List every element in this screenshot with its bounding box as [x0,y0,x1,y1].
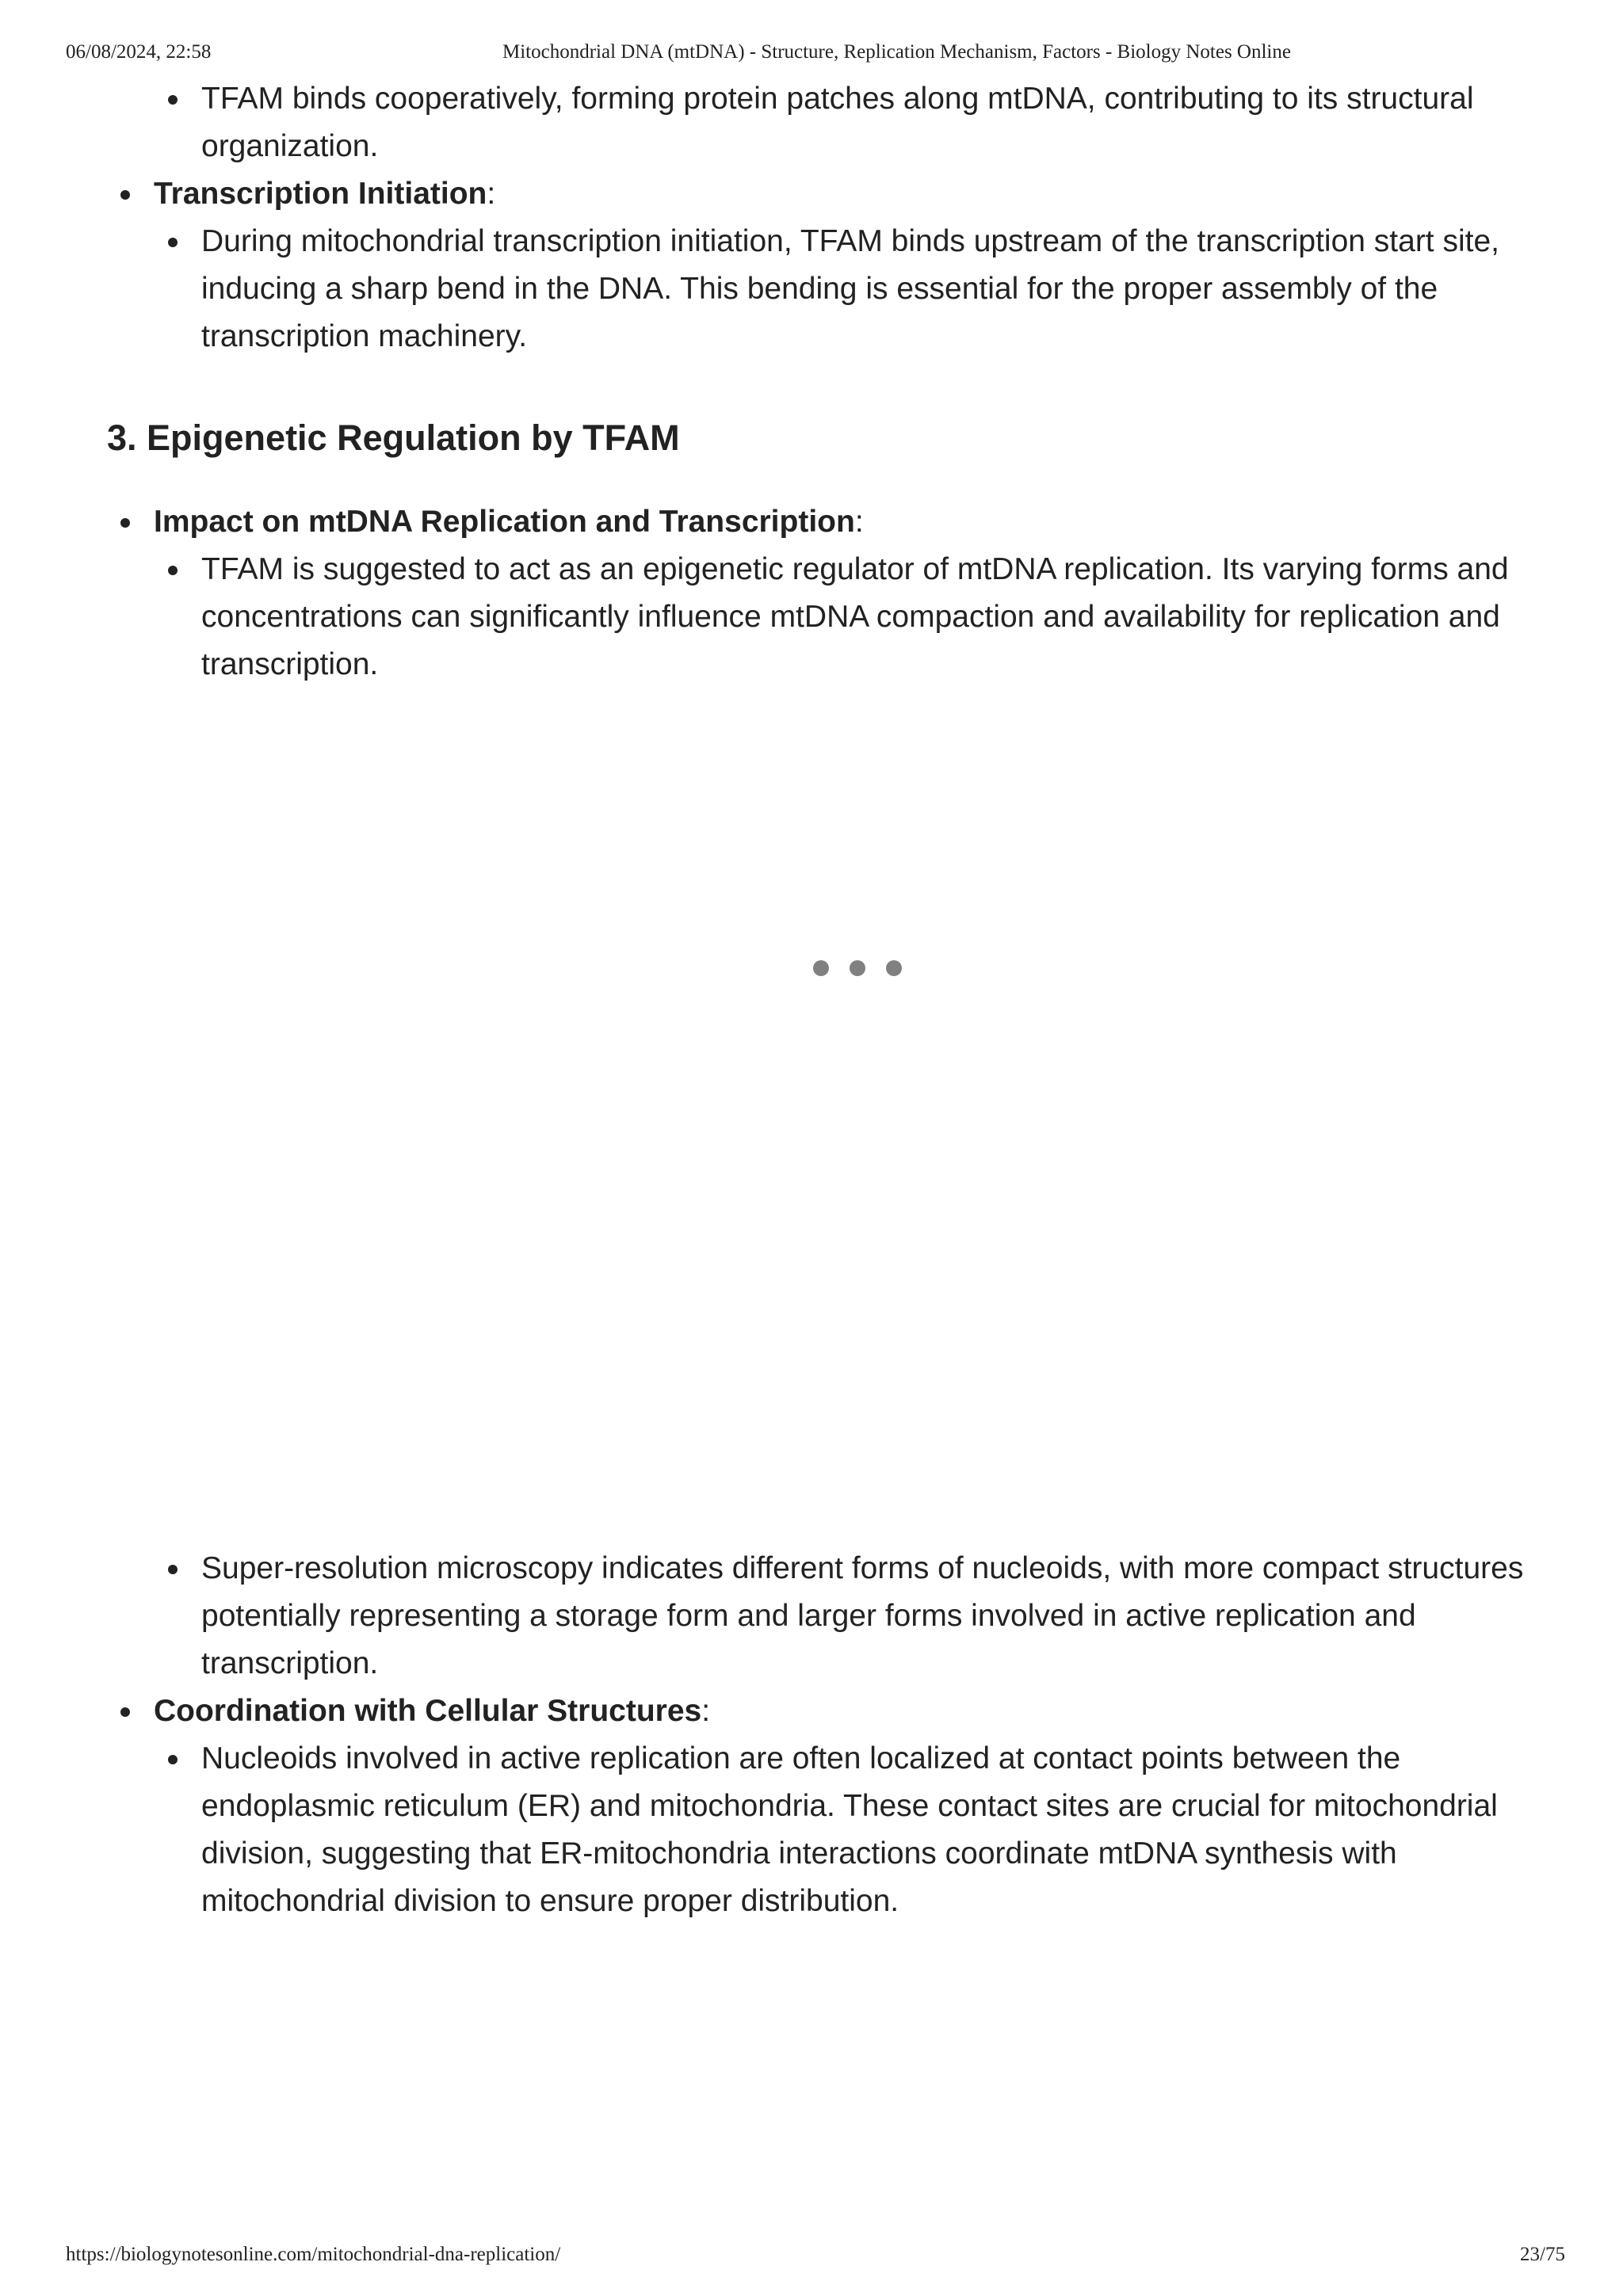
content-block-bottom [107,1545,1549,1925]
bullet-list [107,498,1549,546]
list-item: TFAM binds cooperatively, forming protein patches along mtDNA, contributing to its structural organization. [107,75,1549,170]
list-item-coordination: Coordination with Cellular Structures: [107,1688,1549,1735]
page-url: https://biologynotesonline.com/mitochondrial-dna-replication/ [66,2244,561,2265]
nested-list [107,1545,1549,1688]
item-label: Transcription Initiation [154,177,487,211]
page-number: 23/75 [1520,2244,1565,2265]
list-item: TFAM is suggested to act as an epigenetic regulator of mtDNA replication. Its varying forms and concentrations can significantly influence mtDNA compaction and availability for replication and transcription. [107,546,1549,688]
list-item-transcription-initiation: Transcription Initiation: [107,170,1549,218]
section-heading: 3. Epigenetic Regulation by TFAM [107,418,680,458]
content-block-top [107,75,1549,360]
nested-list [107,218,1549,360]
item-label: Impact on mtDNA Replication and Transcription [154,505,855,539]
nested-list [107,75,1549,170]
content-block-section3 [107,498,1549,688]
loading-dots-icon [813,960,902,976]
list-item: Super-resolution microscopy indicates different forms of nucleoids, with more compact structures potentially representing a storage form and larger forms involved in active replication and transcription. [107,1545,1549,1688]
list-item-impact: Impact on mtDNA Replication and Transcription: [107,498,1549,546]
list-item: During mitochondrial transcription initiation, TFAM binds upstream of the transcription start site, inducing a sharp bend in the DNA. This bending is essential for the proper assembly of the transcription machinery. [107,218,1549,360]
item-label: Coordination with Cellular Structures [154,1694,702,1728]
list-item: Nucleoids involved in active replication are often localized at contact points between the endoplasmic reticulum (ER) and mitochondria. These contact sites are crucial for mitochondrial division, suggesting that ER-mitochondria interactions coordinate mtDNA synthesis with mitochondrial division to ensure proper distribution. [107,1735,1549,1925]
bullet-list [107,170,1549,218]
bullet-list [107,1688,1549,1735]
print-datetime: 06/08/2024, 22:58 [66,41,212,63]
print-page-title: Mitochondrial DNA (mtDNA) - Structure, Replication Mechanism, Factors - Biology Notes Online [502,41,1291,63]
nested-list [107,546,1549,688]
nested-list [107,1735,1549,1925]
